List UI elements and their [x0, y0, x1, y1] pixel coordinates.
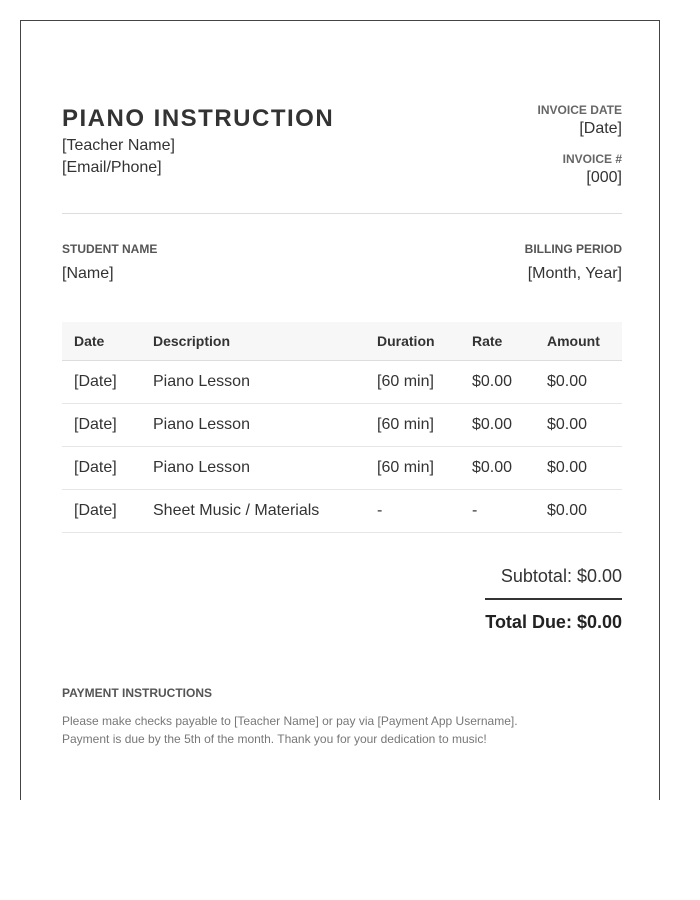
- cell-duration: [60 min]: [365, 447, 460, 490]
- cell-rate: -: [460, 490, 535, 533]
- cell-date: [Date]: [62, 490, 141, 533]
- billing-period-value: [Month, Year]: [527, 265, 622, 282]
- cell-rate: $0.00: [460, 404, 535, 447]
- cell-amount: $0.00: [535, 404, 622, 447]
- header-description: Description: [141, 322, 365, 361]
- invoice-header: [62, 103, 622, 214]
- cell-description: Piano Lesson: [141, 404, 365, 447]
- table-header-row: [62, 322, 622, 361]
- payment-instructions-label: PAYMENT INSTRUCTIONS: [62, 686, 213, 700]
- cell-amount: $0.00: [535, 447, 622, 490]
- payment-instructions-line-1: Please make checks payable to [Teacher Name] or pay via [Payment App Username].: [62, 714, 518, 728]
- header-rate: Rate: [460, 322, 535, 361]
- cell-duration: -: [365, 490, 460, 533]
- header-amount: Amount: [535, 322, 622, 361]
- cell-date: [Date]: [62, 447, 141, 490]
- total-divider: [485, 598, 622, 600]
- cell-rate: $0.00: [460, 447, 535, 490]
- teacher-name: [Teacher Name]: [62, 137, 175, 154]
- invoice-title: PIANO INSTRUCTION: [62, 105, 335, 132]
- cell-amount: $0.00: [535, 490, 622, 533]
- billing-period-label: BILLING PERIOD: [524, 242, 622, 256]
- cell-date: [Date]: [62, 404, 141, 447]
- cell-date: [Date]: [62, 361, 141, 404]
- table-row: [62, 361, 622, 404]
- line-items-table: [62, 322, 622, 533]
- cell-duration: [60 min]: [365, 404, 460, 447]
- table-row: [62, 447, 622, 490]
- payment-instructions-line-2: Payment is due by the 5th of the month. Thank you for your dedication to music!: [62, 732, 487, 746]
- cell-description: Piano Lesson: [141, 447, 365, 490]
- invoice-page: [20, 20, 660, 800]
- cell-duration: [60 min]: [365, 361, 460, 404]
- header-date: Date: [62, 322, 141, 361]
- subtotal: Subtotal: $0.00: [500, 566, 622, 586]
- table-row: [62, 404, 622, 447]
- cell-amount: $0.00: [535, 361, 622, 404]
- invoice-number-label: INVOICE #: [562, 152, 622, 166]
- invoice-number-value: [000]: [586, 169, 622, 186]
- header-duration: Duration: [365, 322, 460, 361]
- total-due: Total Due: $0.00: [485, 612, 622, 632]
- teacher-contact: [Email/Phone]: [62, 159, 162, 176]
- cell-description: Sheet Music / Materials: [141, 490, 365, 533]
- invoice-date-label: INVOICE DATE: [537, 103, 622, 117]
- student-name-value: [Name]: [62, 265, 114, 282]
- table-row: [62, 490, 622, 533]
- invoice-date-value: [Date]: [579, 120, 622, 137]
- student-name-label: STUDENT NAME: [62, 242, 158, 256]
- cell-rate: $0.00: [460, 361, 535, 404]
- cell-description: Piano Lesson: [141, 361, 365, 404]
